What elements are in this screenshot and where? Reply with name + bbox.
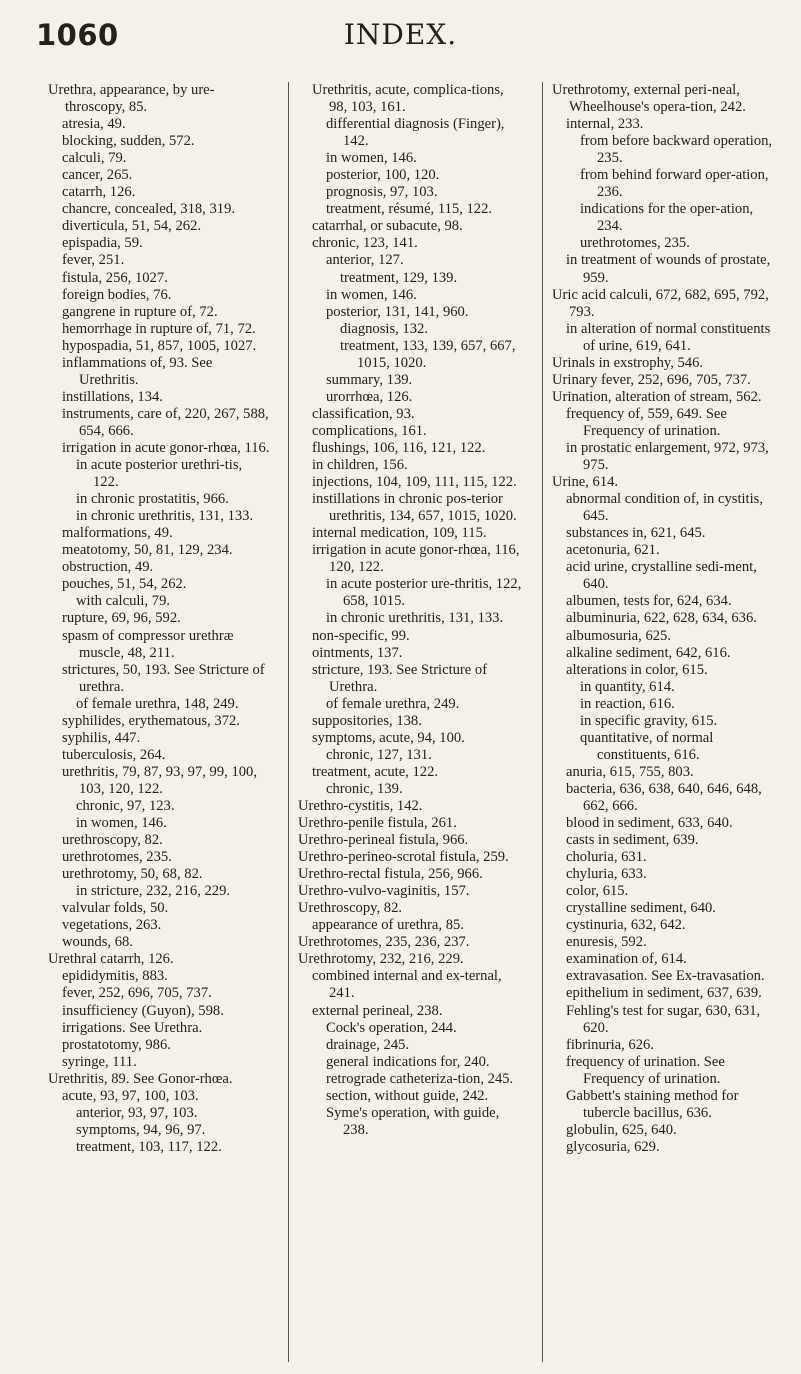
page-number: 1060 <box>36 18 119 52</box>
index-entry: instruments, care of, 220, 267, 588, 654, 666. <box>62 405 269 439</box>
index-entry: blood in sediment, 633, 640. <box>566 815 733 832</box>
index-entry: in reaction, 616. <box>580 695 675 712</box>
index-entry: from before backward operation, 235. <box>580 133 773 167</box>
index-entry: acute, 93, 97, 100, 103. <box>62 1087 199 1104</box>
index-entry: Urethritis, acute, complica-tions, 98, 103, 161. <box>312 82 504 116</box>
index-entry: treatment, 103, 117, 122. <box>76 1138 222 1155</box>
index-entry: urethroscopy, 82. <box>62 832 163 849</box>
index-entry: bacteria, 636, 638, 640, 646, 648, 662, 666. <box>566 780 762 814</box>
index-entry: epispadia, 59. <box>62 235 143 252</box>
index-entry: Urethro-rectal fistula, 256, 966. <box>298 866 483 883</box>
index-entry: indications for the oper-ation, 234. <box>580 201 754 235</box>
index-entry: anterior, 127. <box>326 252 404 269</box>
index-entry: syphilides, erythematous, 372. <box>62 712 240 729</box>
index-entry: in women, 146. <box>326 150 417 167</box>
index-entry: Fehling's test for sugar, 630, 631, 620. <box>566 1002 761 1036</box>
index-entry: Cock's operation, 244. <box>326 1019 457 1036</box>
index-entry: chronic, 123, 141. <box>312 235 418 252</box>
index-entry: calculi, 79. <box>62 150 127 167</box>
index-entry: alterations in color, 615. <box>566 661 708 678</box>
index-entry: strictures, 50, 193. See Stricture of urethra. <box>62 661 265 695</box>
index-entry: posterior, 100, 120. <box>326 167 440 184</box>
index-entry: alkaline sediment, 642, 616. <box>566 644 731 661</box>
index-entry: non-specific, 99. <box>312 627 410 644</box>
index-entry: inflammations of, 93. See Urethritis. <box>62 354 213 388</box>
index-entry: substances in, 621, 645. <box>566 525 706 542</box>
index-entry: flushings, 106, 116, 121, 122. <box>312 439 486 456</box>
index-entry: fibrinuria, 626. <box>566 1036 654 1053</box>
index-entry: fever, 251. <box>62 252 125 269</box>
index-entry: in treatment of wounds of prostate, 959. <box>566 252 771 286</box>
index-entry: acid urine, crystalline sedi-ment, 640. <box>566 559 757 593</box>
index-column-2 <box>288 82 525 1362</box>
index-entry: Urination, alteration of stream, 562. <box>552 388 762 405</box>
index-entry: hemorrhage in rupture of, 71, 72. <box>62 320 256 337</box>
index-entry: complications, 161. <box>312 422 427 439</box>
index-entry: combined internal and ex-ternal, 241. <box>312 968 502 1002</box>
index-entry: summary, 139. <box>326 371 413 388</box>
index-entry: Urethrotomy, external peri-neal, Wheelhouse's opera-tion, 242. <box>552 82 746 116</box>
index-entry: of female urethra, 148, 249. <box>76 695 239 712</box>
index-entry: Urethro-penile fistula, 261. <box>298 815 457 832</box>
index-entry: meatotomy, 50, 81, 129, 234. <box>62 542 233 559</box>
index-entry: internal medication, 109, 115. <box>312 525 487 542</box>
index-entry: color, 615. <box>566 883 629 900</box>
running-head: INDEX. <box>343 18 458 51</box>
index-entry: fistula, 256, 1027. <box>62 269 168 286</box>
index-entry: Urethra, appearance, by ure-throscopy, 85. <box>48 82 215 116</box>
index-entry: chronic, 127, 131. <box>326 746 432 763</box>
index-entry: epithelium in sediment, 637, 639. <box>566 985 762 1002</box>
index-entry: prognosis, 97, 103. <box>326 184 438 201</box>
index-entry: foreign bodies, 76. <box>62 286 172 303</box>
index-entry: syphilis, 447. <box>62 729 141 746</box>
index-entry: pouches, 51, 54, 262. <box>62 576 187 593</box>
index-entry: classification, 93. <box>312 405 415 422</box>
index-entry: in chronic urethritis, 131, 133. <box>326 610 504 627</box>
index-entry: treatment, 129, 139. <box>340 269 458 286</box>
index-entry: epididymitis, 883. <box>62 968 168 985</box>
index-entry: treatment, acute, 122. <box>312 763 439 780</box>
index-entry: general indications for, 240. <box>326 1053 490 1070</box>
index-entry: crystalline sediment, 640. <box>566 900 716 917</box>
index-entry: valvular folds, 50. <box>62 900 169 917</box>
index-entry: chronic, 97, 123. <box>76 797 175 814</box>
index-entry: Urethrotomes, 235, 236, 237. <box>298 934 470 951</box>
index-entry: urethrotomes, 235. <box>62 849 172 866</box>
index-entry: drainage, 245. <box>326 1036 410 1053</box>
index-entry: globulin, 625, 640. <box>566 1121 677 1138</box>
index-entry: prostatotomy, 986. <box>62 1036 171 1053</box>
index-entry: in women, 146. <box>76 815 167 832</box>
index-entry: retrograde catheteriza-tion, 245. <box>326 1070 514 1087</box>
index-entry: Urinary fever, 252, 696, 705, 737. <box>552 371 751 388</box>
index-entry: urorrhœa, 126. <box>326 388 413 405</box>
index-entry: Urine, 614. <box>552 474 619 491</box>
index-entry: in quantity, 614. <box>580 678 675 695</box>
index-entry: glycosuria, 629. <box>566 1138 660 1155</box>
page-header <box>26 18 775 58</box>
index-entry: external perineal, 238. <box>312 1002 443 1019</box>
index-entry: Urinals in exstrophy, 546. <box>552 354 704 371</box>
index-entry: urethrotomy, 50, 68, 82. <box>62 866 203 883</box>
index-column-1 <box>34 82 270 1362</box>
index-entry: malformations, 49. <box>62 525 173 542</box>
index-entry: spasm of compressor urethræ muscle, 48, 211. <box>62 627 234 661</box>
index-entry: stricture, 193. See Stricture of Urethra. <box>312 661 488 695</box>
index-entry: catarrhal, or subacute, 98. <box>312 218 463 235</box>
index-entry: irrigation in acute gonor-rhœa, 116, 120, 122. <box>312 542 520 576</box>
index-entry: rupture, 69, 96, 592. <box>62 610 181 627</box>
index-entry: Gabbett's staining method for tubercle bacillus, 636. <box>566 1087 739 1121</box>
index-entry: instillations in chronic pos-terior urethritis, 134, 657, 1015, 1020. <box>312 491 517 525</box>
index-entry: choluria, 631. <box>566 849 647 866</box>
index-entry: Urethro-perineal fistula, 966. <box>298 832 469 849</box>
index-entry: atresia, 49. <box>62 116 126 133</box>
index-column-3 <box>542 82 779 1362</box>
index-entry: abnormal condition of, in cystitis, 645. <box>566 491 763 525</box>
index-entry: Urethrotomy, 232, 216, 229. <box>298 951 464 968</box>
index-entry: internal, 233. <box>566 116 644 133</box>
index-entry: of female urethra, 249. <box>326 695 460 712</box>
index-entry: from behind forward oper-ation, 236. <box>580 167 769 201</box>
index-entry: extravasation. See Ex-travasation. <box>566 968 765 985</box>
index-entry: syringe, 111. <box>62 1053 137 1070</box>
index-entry: Urethro-cystitis, 142. <box>298 797 423 814</box>
index-entry: irrigation in acute gonor-rhœa, 116. <box>62 439 270 456</box>
index-entry: vegetations, 263. <box>62 917 162 934</box>
index-entry: symptoms, acute, 94, 100. <box>312 729 465 746</box>
index-entry: in chronic prostatitis, 966. <box>76 491 229 508</box>
index-entry: with calculi, 79. <box>76 593 171 610</box>
index-entry: chancre, concealed, 318, 319. <box>62 201 236 218</box>
index-entry: Urethral catarrh, 126. <box>48 951 174 968</box>
index-entry: chyluria, 633. <box>566 866 647 883</box>
index-entry: section, without guide, 242. <box>326 1087 489 1104</box>
index-entry: enuresis, 592. <box>566 934 647 951</box>
index-entry: Urethroscopy, 82. <box>298 900 403 917</box>
index-entry: chronic, 139. <box>326 780 403 797</box>
index-entry: diagnosis, 132. <box>340 320 428 337</box>
index-entry: Urethro-vulvo-vaginitis, 157. <box>298 883 470 900</box>
index-entry: anuria, 615, 755, 803. <box>566 763 694 780</box>
index-entry: gangrene in rupture of, 72. <box>62 303 218 320</box>
index-entry: instillations, 134. <box>62 388 163 405</box>
index-entry: in specific gravity, 615. <box>580 712 718 729</box>
index-entry: albuminuria, 622, 628, 634, 636. <box>566 610 757 627</box>
index-entry: in alteration of normal constituents of urine, 619, 641. <box>566 320 771 354</box>
index-entry: cystinuria, 632, 642. <box>566 917 686 934</box>
index-entry: albumen, tests for, 624, 634. <box>566 593 732 610</box>
index-entry: hypospadia, 51, 857, 1005, 1027. <box>62 337 257 354</box>
index-entry: in women, 146. <box>326 286 417 303</box>
index-entry: in children, 156. <box>312 457 408 474</box>
index-entry: Urethritis, 89. See Gonor-rhœa. <box>48 1070 233 1087</box>
index-entry: posterior, 131, 141, 960. <box>326 303 469 320</box>
index-entry: in chronic urethritis, 131, 133. <box>76 508 254 525</box>
index-entry: albumosuria, 625. <box>566 627 671 644</box>
index-entry: urethrotomes, 235. <box>580 235 690 252</box>
index-entry: examination of, 614. <box>566 951 687 968</box>
index-entry: treatment, résumé, 115, 122. <box>326 201 493 218</box>
index-entry: treatment, 133, 139, 657, 667, 1015, 1020. <box>340 337 516 371</box>
index-entry: ointments, 137. <box>312 644 403 661</box>
index-entry: cancer, 265. <box>62 167 133 184</box>
index-entry: obstruction, 49. <box>62 559 154 576</box>
index-entry: insufficiency (Guyon), 598. <box>62 1002 224 1019</box>
index-entry: in prostatic enlargement, 972, 973, 975. <box>566 439 769 474</box>
index-entry: Syme's operation, with guide, 238. <box>326 1104 500 1138</box>
index-entry: irrigations. See Urethra. <box>62 1019 203 1036</box>
index-entry: frequency of urination. See Frequency of urination. <box>566 1053 725 1087</box>
index-entry: injections, 104, 109, 111, 115, 122. <box>312 474 517 491</box>
index-entry: in acute posterior ure-thritis, 122, 658, 1015. <box>326 576 522 610</box>
index-entry: appearance of urethra, 85. <box>312 917 464 934</box>
index-entry: differential diagnosis (Finger), 142. <box>326 116 505 150</box>
index-entry: fever, 252, 696, 705, 737. <box>62 985 212 1002</box>
index-columns <box>34 82 774 1362</box>
index-entry: suppositories, 138. <box>312 712 422 729</box>
index-entry: quantitative, of normal constituents, 616. <box>580 729 714 763</box>
index-entry: Urethro-perineo-scrotal fistula, 259. <box>298 849 509 866</box>
index-entry: anterior, 93, 97, 103. <box>76 1104 198 1121</box>
index-entry: in stricture, 232, 216, 229. <box>76 883 231 900</box>
index-entry: catarrh, 126. <box>62 184 136 201</box>
index-entry: wounds, 68. <box>62 934 133 951</box>
index-entry: casts in sediment, 639. <box>566 832 699 849</box>
index-entry: tuberculosis, 264. <box>62 746 166 763</box>
index-entry: urethritis, 79, 87, 93, 97, 99, 100, 103, 120, 122. <box>62 763 257 797</box>
index-entry: frequency of, 559, 649. See Frequency of urination. <box>566 405 727 439</box>
index-entry: symptoms, 94, 96, 97. <box>76 1121 206 1138</box>
index-entry: acetonuria, 621. <box>566 542 660 559</box>
index-entry: in acute posterior urethri-tis, 122. <box>76 457 243 491</box>
index-entry: blocking, sudden, 572. <box>62 133 195 150</box>
index-entry: Uric acid calculi, 672, 682, 695, 792, 793. <box>552 286 769 320</box>
index-entry: diverticula, 51, 54, 262. <box>62 218 202 235</box>
